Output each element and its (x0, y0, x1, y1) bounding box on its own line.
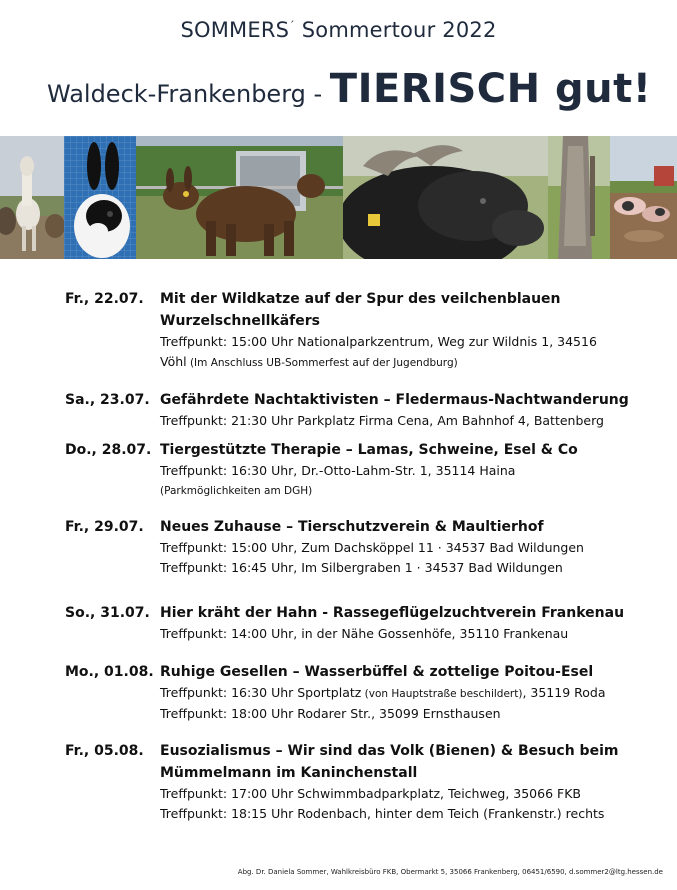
event-date: Fr., 29.07. (65, 519, 144, 535)
event-meeting-point: Treffpunkt: 14:00 Uhr, in der Nähe Gossenhöfe, 35110 Frankenau (160, 626, 569, 641)
event-title-line: Gefährdete Nachtaktivisten – Fledermaus-Nachtwanderung (160, 392, 629, 408)
event-meeting-point: Treffpunkt: 16:45 Uhr, Im Silbergraben 1 · 34537 Bad Wildungen (160, 560, 563, 575)
event-place: Vöhl (160, 354, 187, 369)
event-date: Do., 28.07. (65, 442, 152, 458)
event-title-line: Wurzelschnellkäfers (160, 313, 320, 329)
event-meeting-point: Treffpunkt: 17:00 Uhr Schwimmbadparkplatz, Teichweg, 35066 FKB (160, 786, 581, 801)
event-title-line: Ruhige Gesellen – Wasserbüffel & zottelige Poitou-Esel (160, 664, 594, 680)
event-note: (von Hauptstraße beschildert) (361, 688, 523, 700)
header-line-1 (0, 18, 677, 42)
event-date: Mo., 01.08. (65, 664, 154, 680)
event-note: (Im Anschluss UB-Sommerfest auf der Jugendburg) (186, 357, 458, 369)
event-item (65, 288, 665, 389)
event-title-line: Eusozialismus – Wir sind das Volk (Bienen) & Besuch beim (160, 743, 619, 759)
event-item (65, 516, 665, 602)
header-sommers: SOMMERS (180, 18, 290, 42)
event-date: Fr., 05.08. (65, 743, 144, 759)
event-date: So., 31.07. (65, 605, 150, 621)
event-date: Sa., 23.07. (65, 392, 150, 408)
event-item (65, 661, 665, 740)
event-note: (Parkmöglichkeiten am DGH) (160, 485, 313, 497)
event-meeting-point (160, 352, 665, 373)
event-place-tail: , 35119 Roda (522, 685, 606, 700)
event-title-line: Neues Zuhause – Tierschutzverein & Maultierhof (160, 519, 544, 535)
header-apostrophe: ´ (289, 19, 295, 32)
event-meeting-point (160, 683, 665, 704)
event-meeting-point: Treffpunkt: 21:30 Uhr Parkplatz Firma Cena, Am Bahnhof 4, Battenberg (160, 413, 604, 428)
event-item (65, 602, 665, 661)
event-title-line: Tiergestützte Therapie – Lamas, Schweine, Esel & Co (160, 442, 578, 458)
event-meeting-point: Treffpunkt: 16:30 Uhr, Dr.-Otto-Lahm-Str. 1, 35114 Haina (160, 463, 516, 478)
photo-water-buffalo (343, 136, 548, 259)
event-title-line: Hier kräht der Hahn - Rassegeflügelzuchtverein Frankenau (160, 605, 625, 621)
footer-contact: Abg. Dr. Daniela Sommer, Wahlkreisbüro FKB, Obermarkt 5, 35066 Frankenberg, 06451/6590, d.sommer2@ltg.hessen.de (237, 868, 663, 876)
event-item (65, 439, 665, 516)
event-item (65, 740, 665, 826)
header-line-2 (47, 66, 652, 112)
photo-shaggy-donkey (136, 136, 343, 259)
photo-tree-trunk (548, 136, 610, 259)
event-list (65, 288, 665, 826)
photo-donkeys (0, 136, 64, 259)
event-date: Fr., 22.07. (65, 291, 144, 307)
header-slogan: TIERISCH gut! (329, 66, 652, 112)
event-title-line: Mit der Wildkatze auf der Spur des veilchenblauen (160, 291, 561, 307)
photo-pigs (610, 136, 677, 259)
event-item (65, 389, 665, 439)
event-title-line: Mümmelmann im Kaninchenstall (160, 765, 418, 781)
photo-rabbit (64, 136, 136, 259)
event-meeting-point: Treffpunkt: 15:00 Uhr, Zum Dachsköppel 11 · 34537 Bad Wildungen (160, 540, 584, 555)
event-meeting-point: Treffpunkt: 18:15 Uhr Rodenbach, hinter dem Teich (Frankenstr.) rechts (160, 806, 605, 821)
event-meeting-point: Treffpunkt: 15:00 Uhr Nationalparkzentrum, Weg zur Wildnis 1, 34516 (160, 334, 597, 349)
header-sommertour: Sommertour 2022 (294, 18, 497, 42)
event-meeting-point: Treffpunkt: 18:00 Uhr Rodarer Str., 35099 Ernsthausen (160, 706, 501, 721)
photo-strip (0, 136, 677, 259)
event-place: Treffpunkt: 16:30 Uhr Sportplatz (160, 685, 362, 700)
header-region: Waldeck-Frankenberg - (47, 80, 330, 108)
